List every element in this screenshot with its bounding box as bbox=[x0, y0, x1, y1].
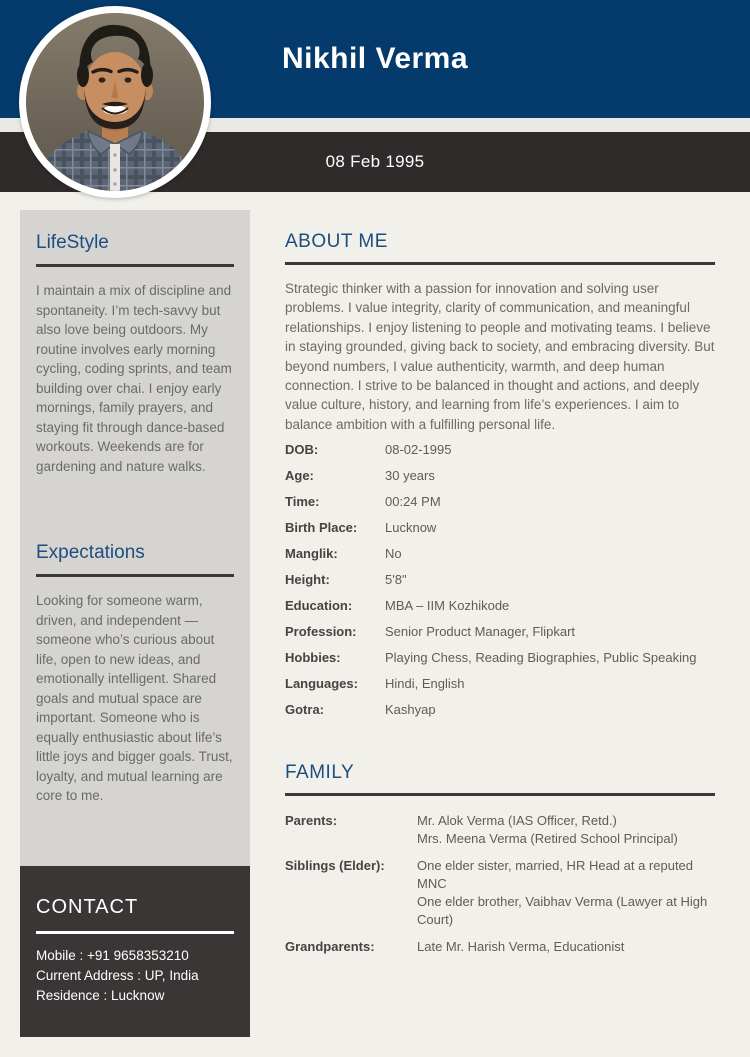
detail-label: Age: bbox=[285, 468, 314, 484]
detail-label: DOB: bbox=[285, 442, 319, 458]
detail-label: Profession: bbox=[285, 624, 357, 640]
detail-value: Playing Chess, Reading Biographies, Public Speaking bbox=[385, 650, 697, 666]
detail-label: Hobbies: bbox=[285, 650, 341, 666]
detail-row-age bbox=[285, 468, 715, 494]
contact-panel bbox=[20, 866, 250, 1037]
sidebar-gray-panel bbox=[20, 210, 250, 866]
detail-row-profession bbox=[285, 624, 715, 650]
lifestyle-title: LifeStyle bbox=[36, 232, 109, 253]
about-divider bbox=[285, 262, 715, 265]
family-divider bbox=[285, 793, 715, 796]
main-column bbox=[285, 210, 715, 965]
expectations-body: Looking for someone warm, driven, and independent — someone who’s curious about life, open to new ideas, and emotionally intelligent. Shared goals and mutual space are important. Someone who is equally enthusiastic about life’s little joys and bigger goals. Trust, loyalty, and mutual learning are core to me. bbox=[36, 593, 233, 803]
family-label: Parents: bbox=[285, 813, 338, 829]
detail-label: Manglik: bbox=[285, 546, 338, 562]
date-banner-text: 08 Feb 1995 bbox=[325, 152, 425, 171]
expectations-title: Expectations bbox=[36, 542, 145, 563]
detail-row-hobbies bbox=[285, 650, 715, 676]
detail-row-languages bbox=[285, 676, 715, 702]
profile-photo bbox=[19, 6, 211, 198]
detail-value: Senior Product Manager, Flipkart bbox=[385, 624, 576, 640]
lifestyle-body: I maintain a mix of discipline and spontaneity. I’m tech-savvy but also love being outdoors. My routine involves early morning cycling, coding sprints, and team building over chai. I enjoy early mornings, family prayers, and staying fit through dance-based workouts. Weekends are for gardening and nature walks. bbox=[36, 283, 232, 474]
detail-row-gotra bbox=[285, 702, 715, 728]
family-value-line: One elder brother, Vaibhav Verma (Lawyer at High Court) bbox=[417, 894, 708, 928]
detail-label: Height: bbox=[285, 572, 330, 588]
family-label: Siblings (Elder): bbox=[285, 858, 385, 874]
sidebar bbox=[20, 210, 250, 1037]
family-title: FAMILY bbox=[285, 762, 355, 784]
contact-mobile: Mobile : +91 9658353210 bbox=[36, 948, 189, 963]
detail-value: 00:24 PM bbox=[385, 494, 441, 510]
family-label: Grandparents: bbox=[285, 939, 375, 955]
family-value bbox=[417, 812, 715, 848]
family-value bbox=[417, 857, 715, 929]
contact-divider bbox=[36, 931, 234, 934]
details-list bbox=[285, 442, 715, 728]
detail-label: Languages: bbox=[285, 676, 358, 692]
contact-current-address: Current Address : UP, India bbox=[36, 968, 199, 983]
family-value bbox=[417, 938, 715, 956]
contact-lines bbox=[36, 946, 234, 1006]
detail-value: Kashyap bbox=[385, 702, 436, 718]
detail-label: Gotra: bbox=[285, 702, 324, 718]
contact-residence: Residence : Lucknow bbox=[36, 988, 165, 1003]
family-value-line: Mrs. Meena Verma (Retired School Principal) bbox=[417, 831, 678, 847]
detail-row-manglik bbox=[285, 546, 715, 572]
family-row-parents bbox=[285, 812, 715, 848]
detail-label: Time: bbox=[285, 494, 320, 510]
detail-value: Hindi, English bbox=[385, 676, 465, 692]
page-title: Nikhil Verma bbox=[281, 42, 469, 75]
about-title: ABOUT ME bbox=[285, 231, 388, 252]
family-list bbox=[285, 812, 715, 956]
expectations-divider bbox=[36, 574, 234, 577]
family-value-line: Late Mr. Harish Verma, Educationist bbox=[417, 939, 625, 955]
family-row-grandparents bbox=[285, 938, 715, 956]
detail-row-height bbox=[285, 572, 715, 598]
lifestyle-divider bbox=[36, 264, 234, 267]
detail-label: Education: bbox=[285, 598, 353, 614]
detail-row-birth-place bbox=[285, 520, 715, 546]
detail-row-dob bbox=[285, 442, 715, 468]
contact-title: CONTACT bbox=[36, 896, 139, 918]
detail-row-education bbox=[285, 598, 715, 624]
about-body: Strategic thinker with a passion for innovation and solving user problems. I value integrity, clarity of communication, and meaningful relationships. I enjoy listening to people and motivating teams. I believe in staying grounded, giving back to society, and embracing diversity. But beyond numbers, I value authenticity, warmth, and deep human connection. I strive to be balanced in thought and actions, and deeply value culture, history, and learning from life’s experiences. I aim to balance ambition with a fulfilling personal life. bbox=[285, 281, 715, 432]
family-value-line: Mr. Alok Verma (IAS Officer, Retd.) bbox=[417, 813, 617, 829]
detail-value: 08-02-1995 bbox=[385, 442, 452, 458]
detail-row-time bbox=[285, 494, 715, 520]
detail-value: MBA – IIM Kozhikode bbox=[385, 598, 510, 614]
person-illustration bbox=[26, 13, 204, 191]
detail-value: 5'8" bbox=[385, 572, 407, 588]
detail-value: 30 years bbox=[385, 468, 435, 484]
detail-value: Lucknow bbox=[385, 520, 437, 536]
family-row-siblings bbox=[285, 857, 715, 929]
family-value-line: One elder sister, married, HR Head at a reputed MNC bbox=[417, 858, 694, 892]
detail-value: No bbox=[385, 546, 402, 562]
detail-label: Birth Place: bbox=[285, 520, 358, 536]
